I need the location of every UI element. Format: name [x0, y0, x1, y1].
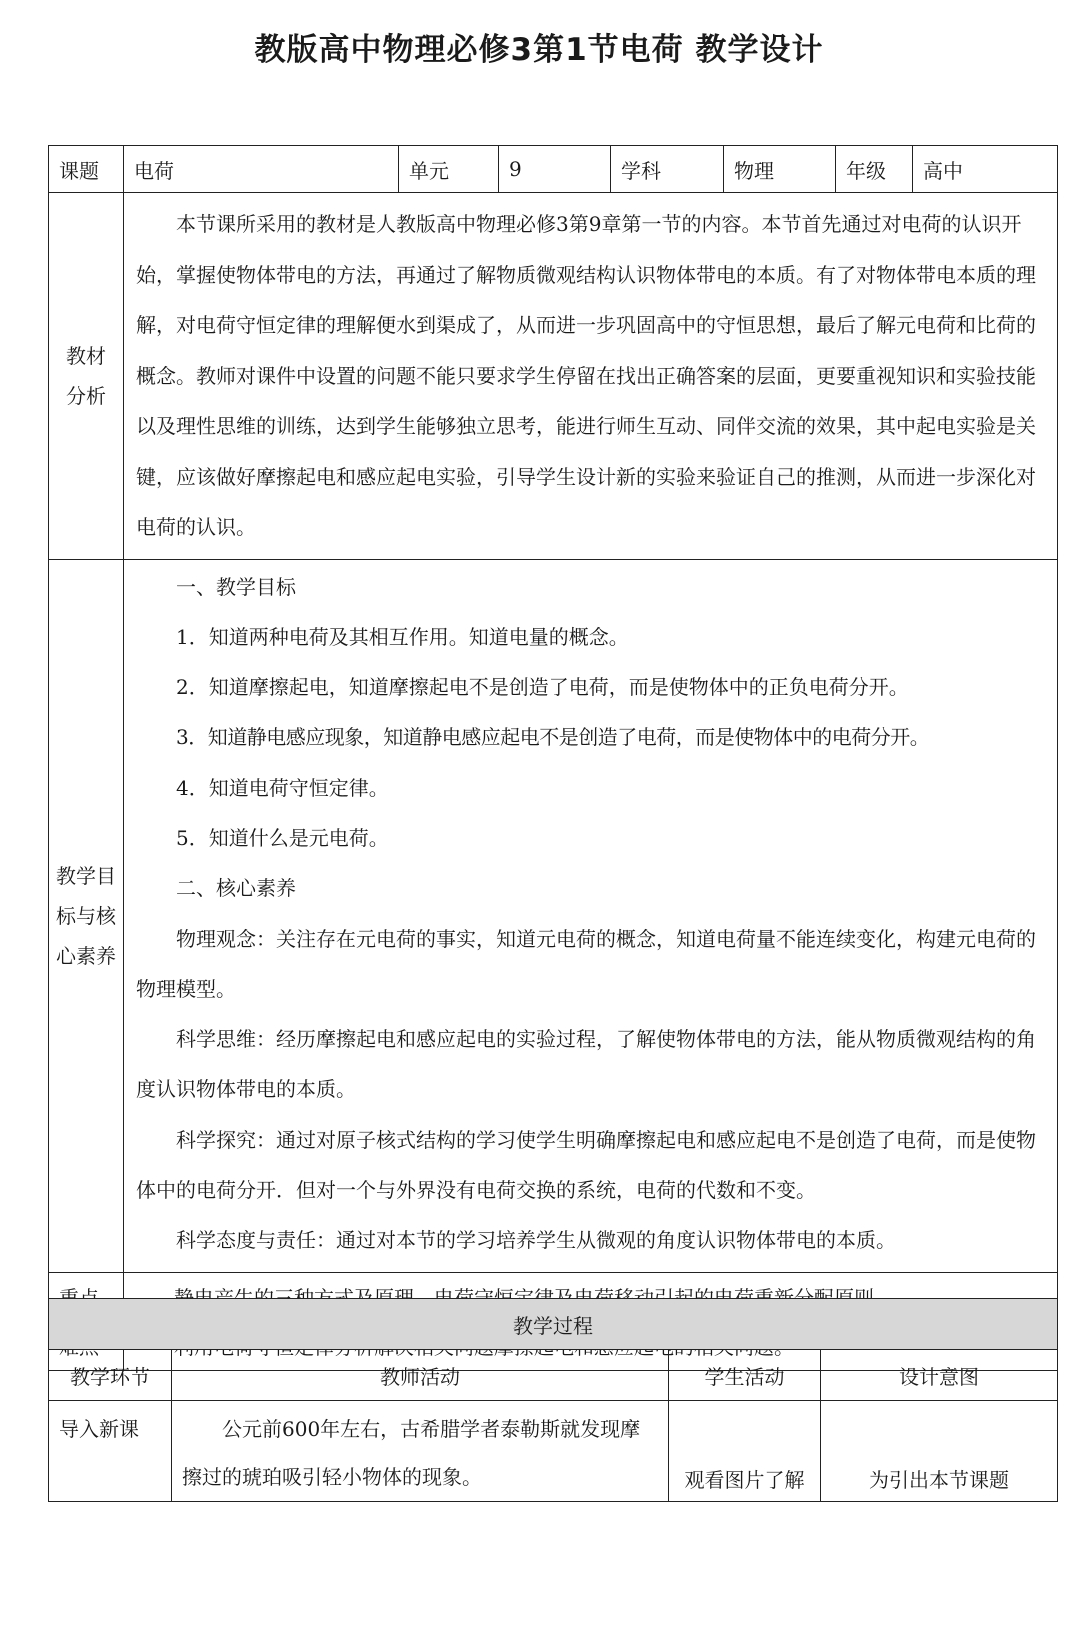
- analysis-row: [49, 193, 1058, 560]
- column-header: 教学环节: [49, 1350, 172, 1401]
- literacy-item: 科学态度与责任：通过对本节的学习培养学生从微观的角度认识物体带电的本质。: [176, 1228, 896, 1253]
- objectives-label: [49, 559, 124, 1272]
- subject-label: 学科: [611, 146, 724, 193]
- header-row: [49, 146, 1058, 193]
- topic-value: 电荷: [124, 146, 399, 193]
- lesson-info-table: [48, 145, 1058, 1371]
- stage-cell: 导入新课: [49, 1401, 172, 1502]
- objectives-row: [49, 559, 1058, 1272]
- literacy-item: 物理观念：关注存在元电荷的事实，知道元电荷的概念，知道电荷量不能连续变化，构建元电荷的物理模型。: [136, 926, 1036, 1001]
- column-header: 设计意图: [821, 1350, 1058, 1401]
- student-activity-cell: 观看图片了解: [669, 1401, 821, 1502]
- process-title: 教学过程: [49, 1299, 1058, 1350]
- analysis-label: [49, 193, 124, 560]
- objective-item: 4．知道电荷守恒定律。: [176, 775, 389, 800]
- analysis-text: 本节课所采用的教材是人教版高中物理必修3第9章第一节的内容。本节首先通过对电荷的认识开始，掌握使物体带电的方法，再通过了解物质微观结构认识物体带电的本质。有了对物体带电本质的理解，对电荷守恒定律的理解便水到渠成了，从而进一步巩固高中的守恒思想，最后了解元电荷和比荷的概念。教师对课件中设置的问题不能只要求学生停留在找出正确答案的层面，更要重视知识和实验技能以及理性思维的训练，达到学生能够独立思考，能进行师生互动、同伴交流的效果，其中起电实验是关键，应该做好摩擦起电和感应起电实验，引导学生设计新的实验来验证自己的推测，从而进一步深化对电荷的认识。: [136, 212, 1036, 539]
- objective-item: 1．知道两种电荷及其相互作用。知道电量的概念。: [176, 624, 629, 649]
- teacher-activity-cell: 公元前600年左右，古希腊学者泰勒斯就发现摩擦过的琥珀吸引轻小物体的现象。: [172, 1401, 669, 1502]
- unit-label: 单元: [399, 146, 499, 193]
- unit-value: 9: [499, 146, 611, 193]
- column-header: 学生活动: [669, 1350, 821, 1401]
- literacy-item: 科学思维：经历摩擦起电和感应起电的实验过程，了解使物体带电的方法，能从物质微观结构的角度认识物体带电的本质。: [136, 1027, 1036, 1102]
- topic-label: 课题: [49, 146, 124, 193]
- process-title-row: [49, 1299, 1058, 1350]
- column-header: 教师活动: [172, 1350, 669, 1401]
- objective-item: 3．知道静电感应现象，知道静电感应起电不是创造了电荷，而是使物体中的电荷分开。: [176, 725, 930, 750]
- process-table: [48, 1298, 1058, 1502]
- process-row: [49, 1401, 1058, 1502]
- objectives-label-text: 教学目标与核心素养: [56, 863, 116, 968]
- subject-value: 物理: [724, 146, 836, 193]
- literacy-item: 科学探究：通过对原子核式结构的学习使学生明确摩擦起电和感应起电不是创造了电荷，而是使物体中的电荷分开．但对一个与外界没有电荷交换的系统，电荷的代数和不变。: [136, 1127, 1036, 1203]
- objectives-heading-1: 一、教学目标: [176, 574, 296, 599]
- grade-value: 高中: [913, 146, 1058, 193]
- objective-item: 2．知道摩擦起电，知道摩擦起电不是创造了电荷，而是使物体中的正负电荷分开。: [176, 675, 909, 700]
- objective-item: 5．知道什么是元电荷。: [176, 825, 389, 850]
- analysis-label-text: 教材分析: [66, 343, 106, 408]
- design-intent-cell: 为引出本节课题: [821, 1401, 1058, 1502]
- grade-label: 年级: [836, 146, 913, 193]
- document-title: 教版高中物理必修3第1节电荷 教学设计: [254, 32, 824, 68]
- process-header-row: [49, 1350, 1058, 1401]
- objectives-heading-2: 二、核心素养: [176, 876, 296, 901]
- analysis-content: [124, 193, 1058, 560]
- objectives-content: [124, 559, 1058, 1272]
